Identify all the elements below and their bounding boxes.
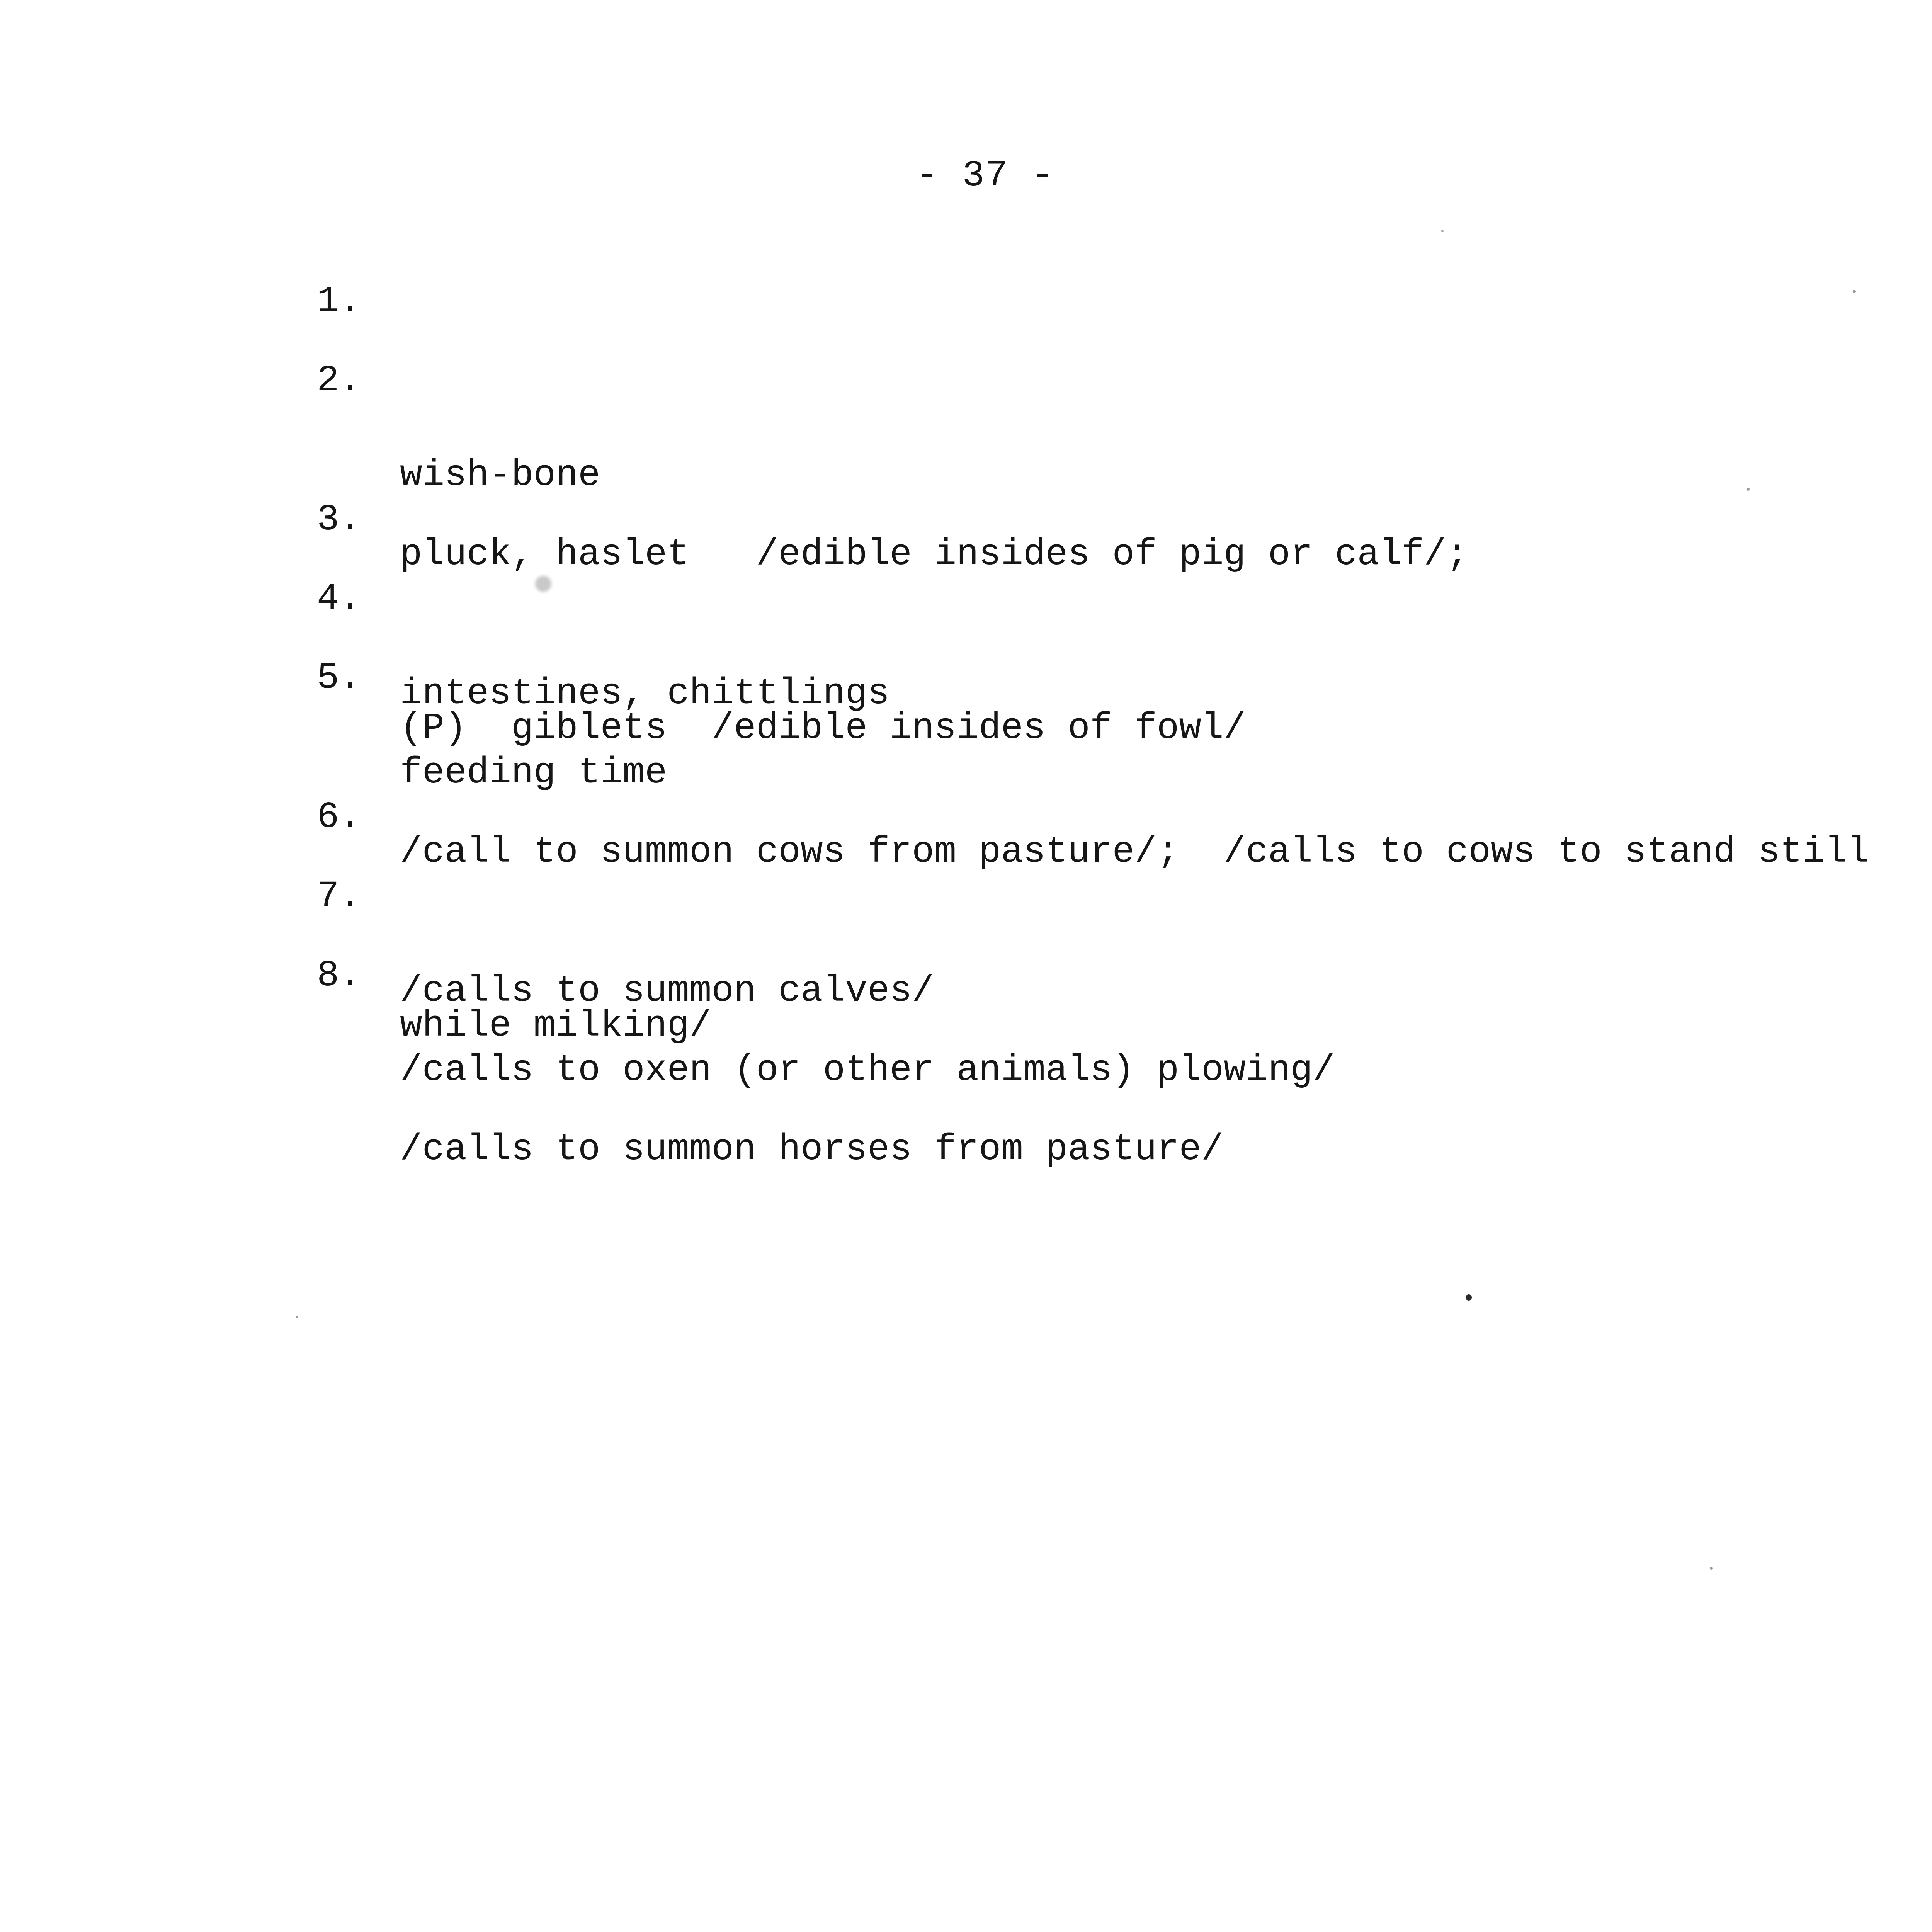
scan-speck xyxy=(1853,290,1856,293)
scan-speck xyxy=(1710,1567,1713,1570)
item-number: 6. xyxy=(317,796,362,838)
item-number: 5. xyxy=(317,657,362,699)
item-number: 2. xyxy=(317,359,362,401)
scan-speck xyxy=(1466,1294,1472,1301)
item-text: /calls to summon horses from pasture/ xyxy=(400,1128,1224,1170)
item-text: intestines, chittlings xyxy=(400,672,890,714)
item-text: pluck, haslet /edible insides of pig or calf/; xyxy=(400,533,1469,575)
item-number: 8. xyxy=(317,954,362,997)
item-text: wish-bone xyxy=(400,454,600,496)
item-text-continued: (P) giblets /edible insides of fowl/ xyxy=(400,707,1246,749)
item-text-continued: while milking/ xyxy=(400,1005,712,1047)
scan-speck xyxy=(1747,488,1750,491)
scan-smudge xyxy=(535,576,551,592)
item-number: 1. xyxy=(317,280,362,322)
page-number: - 37 - xyxy=(916,155,1054,197)
item-number: 7. xyxy=(317,875,362,917)
item-number: 3. xyxy=(317,498,362,541)
scan-speck xyxy=(296,1316,298,1318)
scan-speck xyxy=(1441,230,1444,232)
list-item-8 xyxy=(317,947,1862,1294)
item-text: feeding time xyxy=(400,752,667,794)
item-number: 4. xyxy=(317,578,362,620)
item-text: /call to summon cows from pasture/; /calls to cows to stand still xyxy=(400,831,1869,873)
item-text: /calls to oxen (or other animals) plowing/ xyxy=(400,1049,1335,1091)
item-text: /calls to summon calves/ xyxy=(400,970,934,1012)
